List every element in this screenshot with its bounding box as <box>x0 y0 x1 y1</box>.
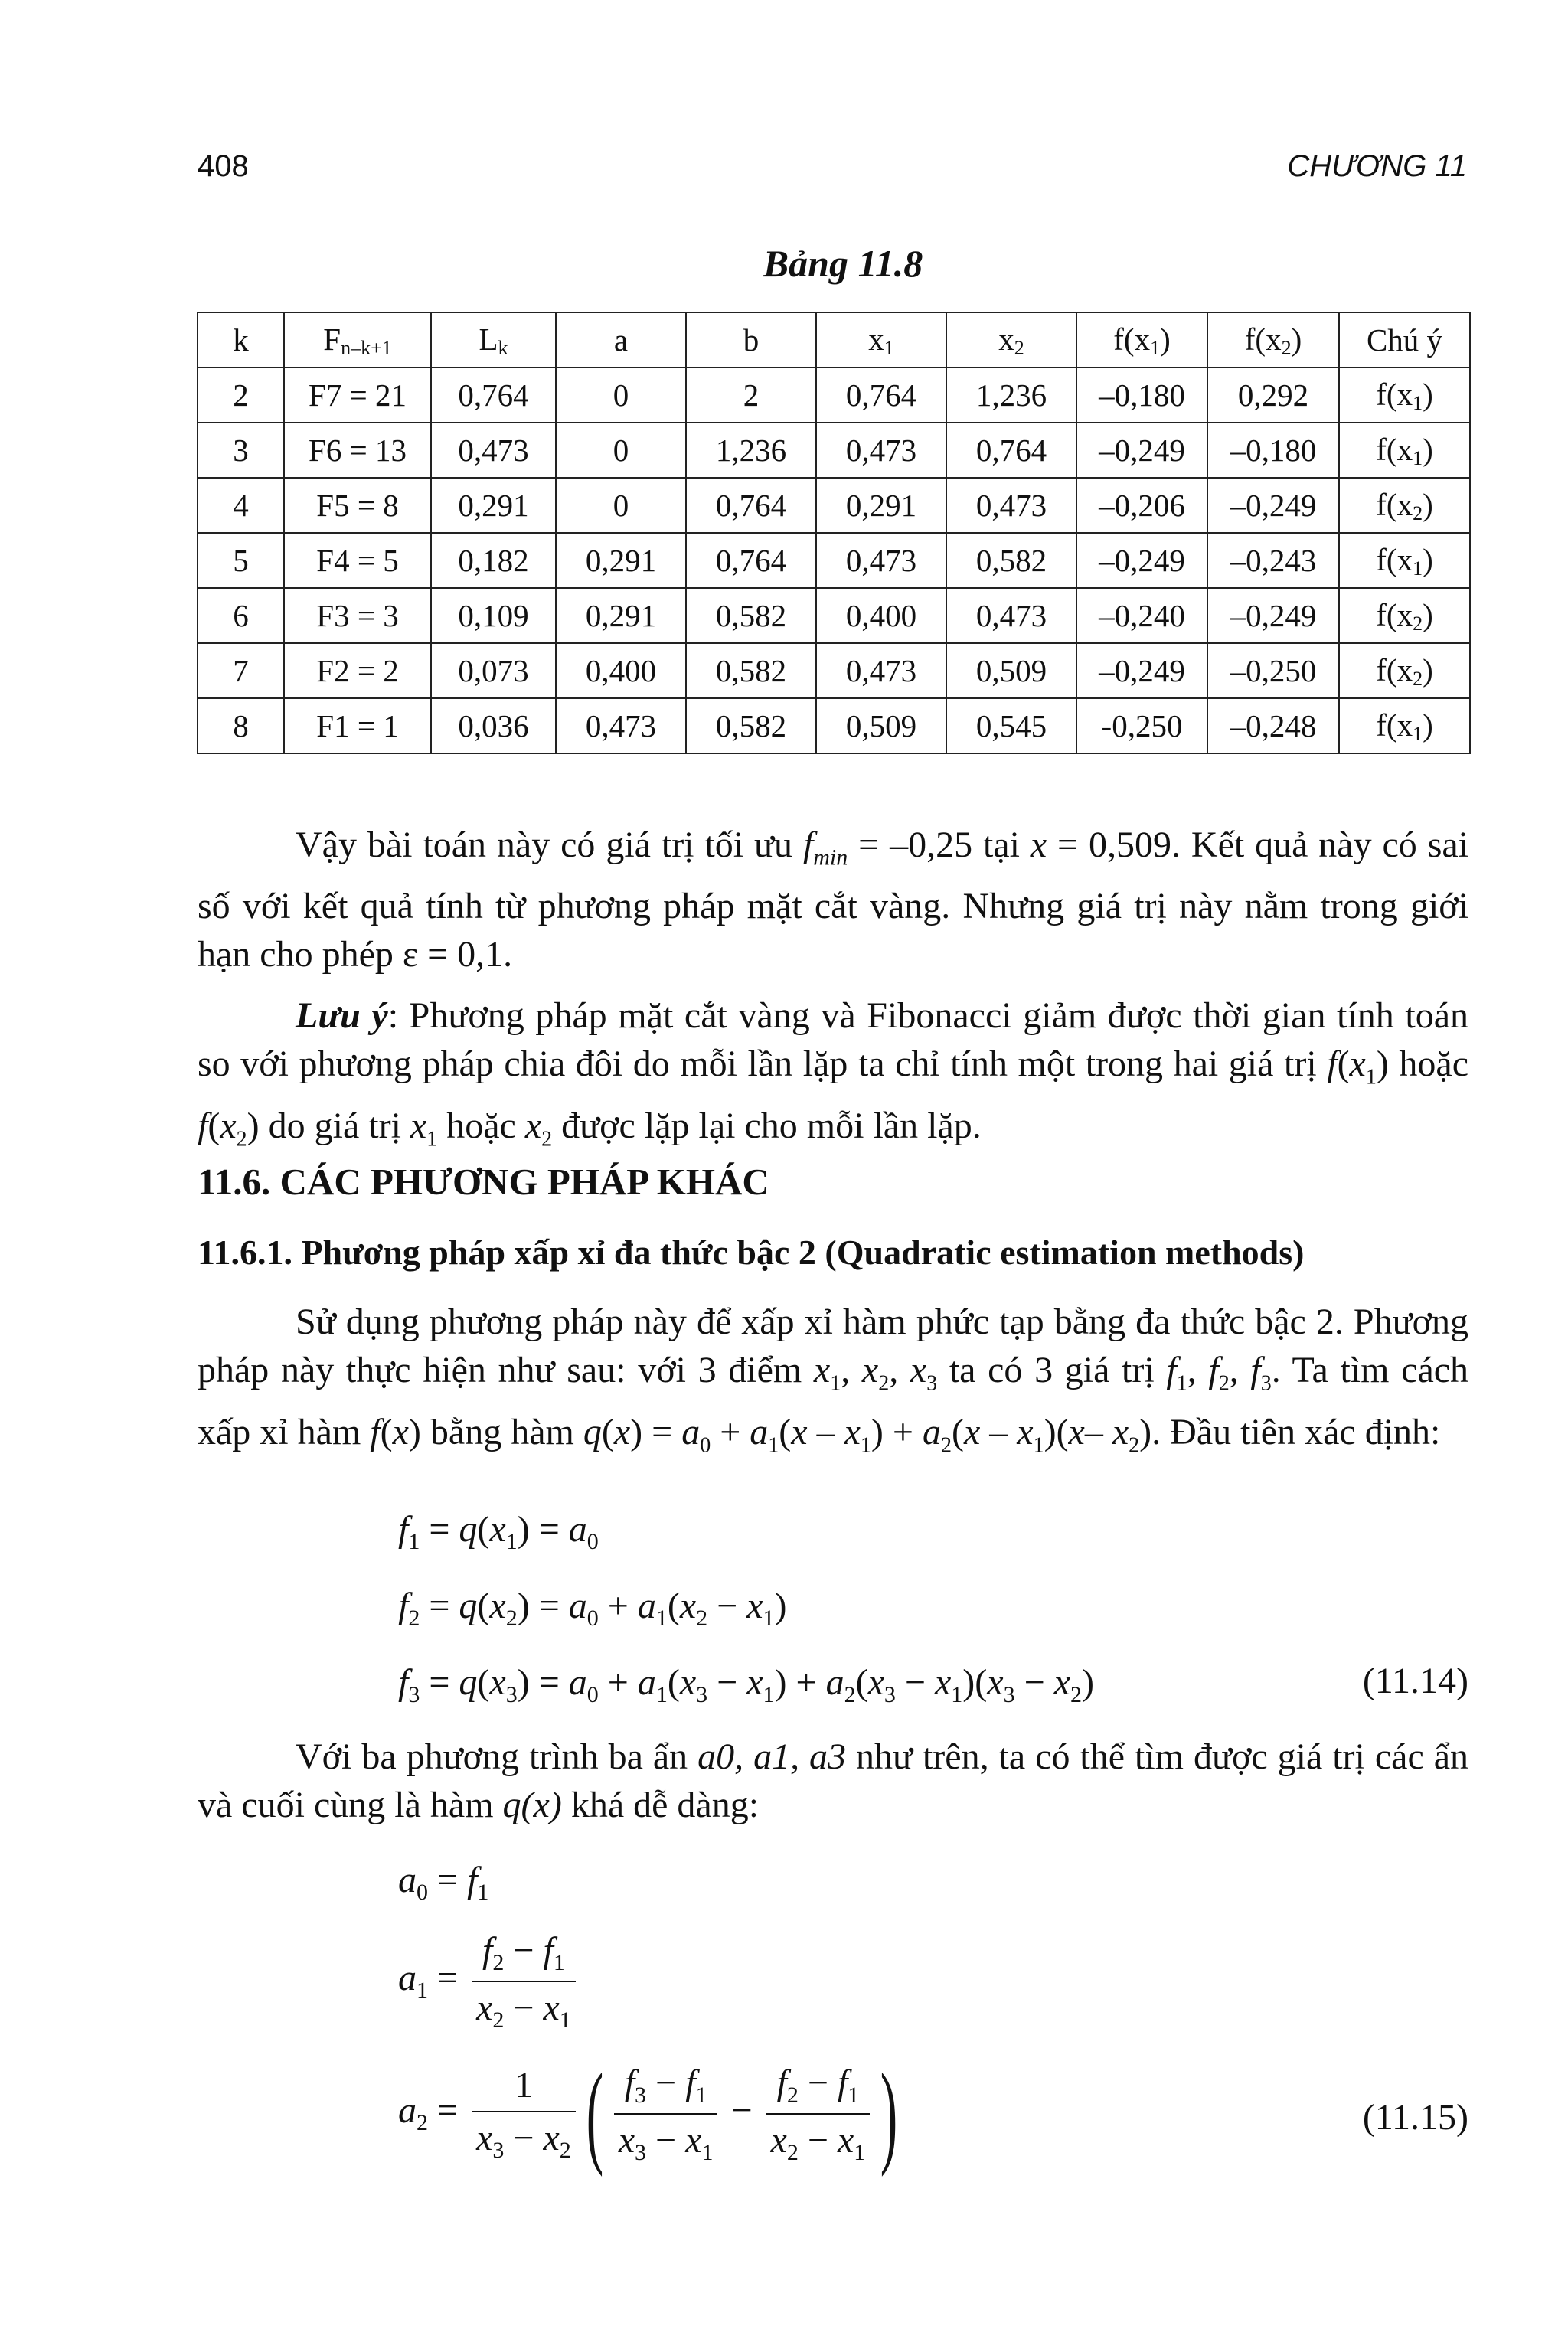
table-cell: $f(x_2)$ <box>1339 643 1470 698</box>
table-row <box>198 698 1470 753</box>
table-cell: 0,291 <box>816 478 946 533</box>
table-cell: –0,180 <box>1076 368 1207 423</box>
note-paragraph: Lưu ý: Phương pháp mặt cắt vàng và Fibonacci giảm được thời gian tính toán so với phương pháp chia đôi do mỗi lần lặp ta chỉ tính một trong hai giá trị $f(x_1)$ hoặc $f(x_2)$ do giá trị $x_1$ hoặc $x_2$ được lặp lại cho mỗi lần lặp. <box>198 995 1469 1152</box>
table-cell: –0,206 <box>1076 478 1207 533</box>
table-cell: 6 <box>198 588 284 643</box>
table-caption: Bảng 11.8 <box>763 242 923 285</box>
table-cell: 0,473 <box>816 643 946 698</box>
table-cell: $f(x_1)$ <box>1339 533 1470 588</box>
chapter-header: CHƯƠNG 11 <box>1287 149 1467 183</box>
note-label: Lưu ý <box>296 995 388 1036</box>
table-cell: –0,249 <box>1207 588 1339 643</box>
col-header-fx1: $f(x_1)$ <box>1076 312 1207 368</box>
table-cell: 8 <box>198 698 284 753</box>
table-cell: –0,249 <box>1076 423 1207 478</box>
table-cell: 0,473 <box>816 533 946 588</box>
table-cell: F6 = 13 <box>284 423 431 478</box>
table-cell: 5 <box>198 533 284 588</box>
method-description-paragraph: Sử dụng phương pháp này để xấp xỉ hàm phức tạp bằng đa thức bậc 2. Phương pháp này thực hiện như sau: với 3 điểm $x_1$, $x_2$, $x_3$ ta có 3 giá trị $f_1$, $f_2$, $f_3$. Ta tìm cách xấp xỉ hàm f(x) bằng hàm $q(x) = a_0 + a_1(x - x_1) + a_2(x - x_1)(x-$ $x_2$). Đầu tiên xác định: <box>198 1302 1469 1458</box>
col-header-fx2: $f(x_2)$ <box>1207 312 1339 368</box>
table-cell: –0,243 <box>1207 533 1339 588</box>
table-cell: 0,509 <box>816 698 946 753</box>
table-cell: 0,291 <box>431 478 556 533</box>
table-cell: F1 = 1 <box>284 698 431 753</box>
table-cell: 3 <box>198 423 284 478</box>
subsection-heading: 11.6.1. Phương pháp xấp xỉ đa thức bậc 2 (Quadratic estimation methods) <box>198 1233 1305 1272</box>
table-cell: 0,182 <box>431 533 556 588</box>
col-header-lk: $L_k$ <box>431 312 556 368</box>
table-cell: 0,764 <box>816 368 946 423</box>
table-cell: 0,509 <box>946 643 1076 698</box>
table-cell: –0,248 <box>1207 698 1339 753</box>
table-row <box>198 423 1470 478</box>
table-cell: 2 <box>198 368 284 423</box>
table-cell: 0,400 <box>816 588 946 643</box>
section-heading: 11.6. CÁC PHƯƠNG PHÁP KHÁC <box>198 1161 769 1203</box>
table-cell: 0,764 <box>431 368 556 423</box>
table-cell: 4 <box>198 478 284 533</box>
table-cell: F7 = 21 <box>284 368 431 423</box>
table-cell: 0,582 <box>686 698 816 753</box>
equation-number-11-15: (11.15) <box>1362 2097 1468 2138</box>
table-cell: 0,764 <box>686 533 816 588</box>
table-cell: 1,236 <box>946 368 1076 423</box>
table-cell: 0 <box>556 478 686 533</box>
equation-number-11-14: (11.14) <box>1362 1661 1468 1701</box>
table-cell: 0,764 <box>686 478 816 533</box>
table-cell: F5 = 8 <box>284 478 431 533</box>
table-cell: 0,292 <box>1207 368 1339 423</box>
col-header-a: a <box>556 312 686 368</box>
table-cell: 0,109 <box>431 588 556 643</box>
table-row <box>198 368 1470 423</box>
table-header-row <box>198 312 1470 368</box>
table-cell: F4 = 5 <box>284 533 431 588</box>
table-cell: 2 <box>686 368 816 423</box>
table-cell: 0 <box>556 368 686 423</box>
table-cell: 0,473 <box>946 478 1076 533</box>
col-header-x2: $x_2$ <box>946 312 1076 368</box>
table-cell: 0,764 <box>946 423 1076 478</box>
table-cell: 7 <box>198 643 284 698</box>
col-header-fib: $F_{n-k+1}$ <box>284 312 431 368</box>
col-header-k: k <box>198 312 284 368</box>
equation-f1: $f_1 = q(x_1) = a_0$ <box>398 1509 599 1554</box>
equation-f3: $f_3 = q(x_3) = a_0 + a_1(x_3 - x_1) + a_2(x_3 - x_1)(x_3 - x_2)$ <box>398 1662 1094 1707</box>
equation-a0: $a_0 = f_1$ <box>398 1860 489 1905</box>
table-cell: $f(x_1)$ <box>1339 368 1470 423</box>
table-cell: $f(x_1)$ <box>1339 698 1470 753</box>
equation-a2: $a_2$ = $\frac{1}{x_3 - x_2}$ ( $\frac{f_3 - f_1}{x_3 - x_1}$ − $\frac{f_2 - f_1}{x_2 - x_1}$ ) <box>398 2050 898 2177</box>
table-cell: 0,291 <box>556 588 686 643</box>
col-header-note: Chú ý <box>1339 312 1470 368</box>
table-cell: 0,400 <box>556 643 686 698</box>
solution-paragraph: Với ba phương trình ba ẩn a0, a1, a3 như trên, ta có thể tìm được giá trị các ẩn và cuối cùng là hàm q(x) khá dễ dàng: <box>198 1736 1469 1825</box>
conclusion-paragraph: Vậy bài toán này có giá trị tối ưu $f_{min} = -0,25$ tại x = 0,509. Kết quả này có sai số với kết quả tính từ phương pháp mặt cắt vàng. Nhưng giá trị này nằm trong giới hạn cho phép ε = 0,1. <box>198 825 1469 975</box>
table-cell: 0,582 <box>686 588 816 643</box>
table-cell: 0,582 <box>946 533 1076 588</box>
page-number: 408 <box>198 149 249 183</box>
table-row <box>198 478 1470 533</box>
table-cell: –0,249 <box>1207 478 1339 533</box>
table-cell: 0,582 <box>686 643 816 698</box>
table-row <box>198 588 1470 643</box>
table-cell: $f(x_1)$ <box>1339 423 1470 478</box>
table-cell: –0,249 <box>1076 643 1207 698</box>
fibonacci-iteration-table <box>197 312 1471 754</box>
table-cell: –0,180 <box>1207 423 1339 478</box>
table-cell: 0,036 <box>431 698 556 753</box>
equation-f2: $f_2 = q(x_2) = a_0 + a_1(x_2 - x_1)$ <box>398 1586 787 1631</box>
table-row <box>198 643 1470 698</box>
table-cell: F2 = 2 <box>284 643 431 698</box>
table-cell: 0,473 <box>816 423 946 478</box>
table-row <box>198 533 1470 588</box>
table-cell: 1,236 <box>686 423 816 478</box>
table-cell: 0,473 <box>556 698 686 753</box>
table-cell: $f(x_2)$ <box>1339 588 1470 643</box>
equation-a1: $a_1$ = $\frac{f_2 - f_1}{x_2 - x_1}$ <box>398 1929 580 2034</box>
table-cell: -0,250 <box>1076 698 1207 753</box>
table-cell: 0,545 <box>946 698 1076 753</box>
table-cell: 0 <box>556 423 686 478</box>
table-cell: 0,473 <box>946 588 1076 643</box>
table-cell: –0,250 <box>1207 643 1339 698</box>
table-cell: F3 = 3 <box>284 588 431 643</box>
table-cell: –0,249 <box>1076 533 1207 588</box>
col-header-b: b <box>686 312 816 368</box>
table-cell: 0,073 <box>431 643 556 698</box>
col-header-x1: $x_1$ <box>816 312 946 368</box>
table-cell: 0,291 <box>556 533 686 588</box>
table-cell: –0,240 <box>1076 588 1207 643</box>
table-cell: $f(x_2)$ <box>1339 478 1470 533</box>
table-cell: 0,473 <box>431 423 556 478</box>
